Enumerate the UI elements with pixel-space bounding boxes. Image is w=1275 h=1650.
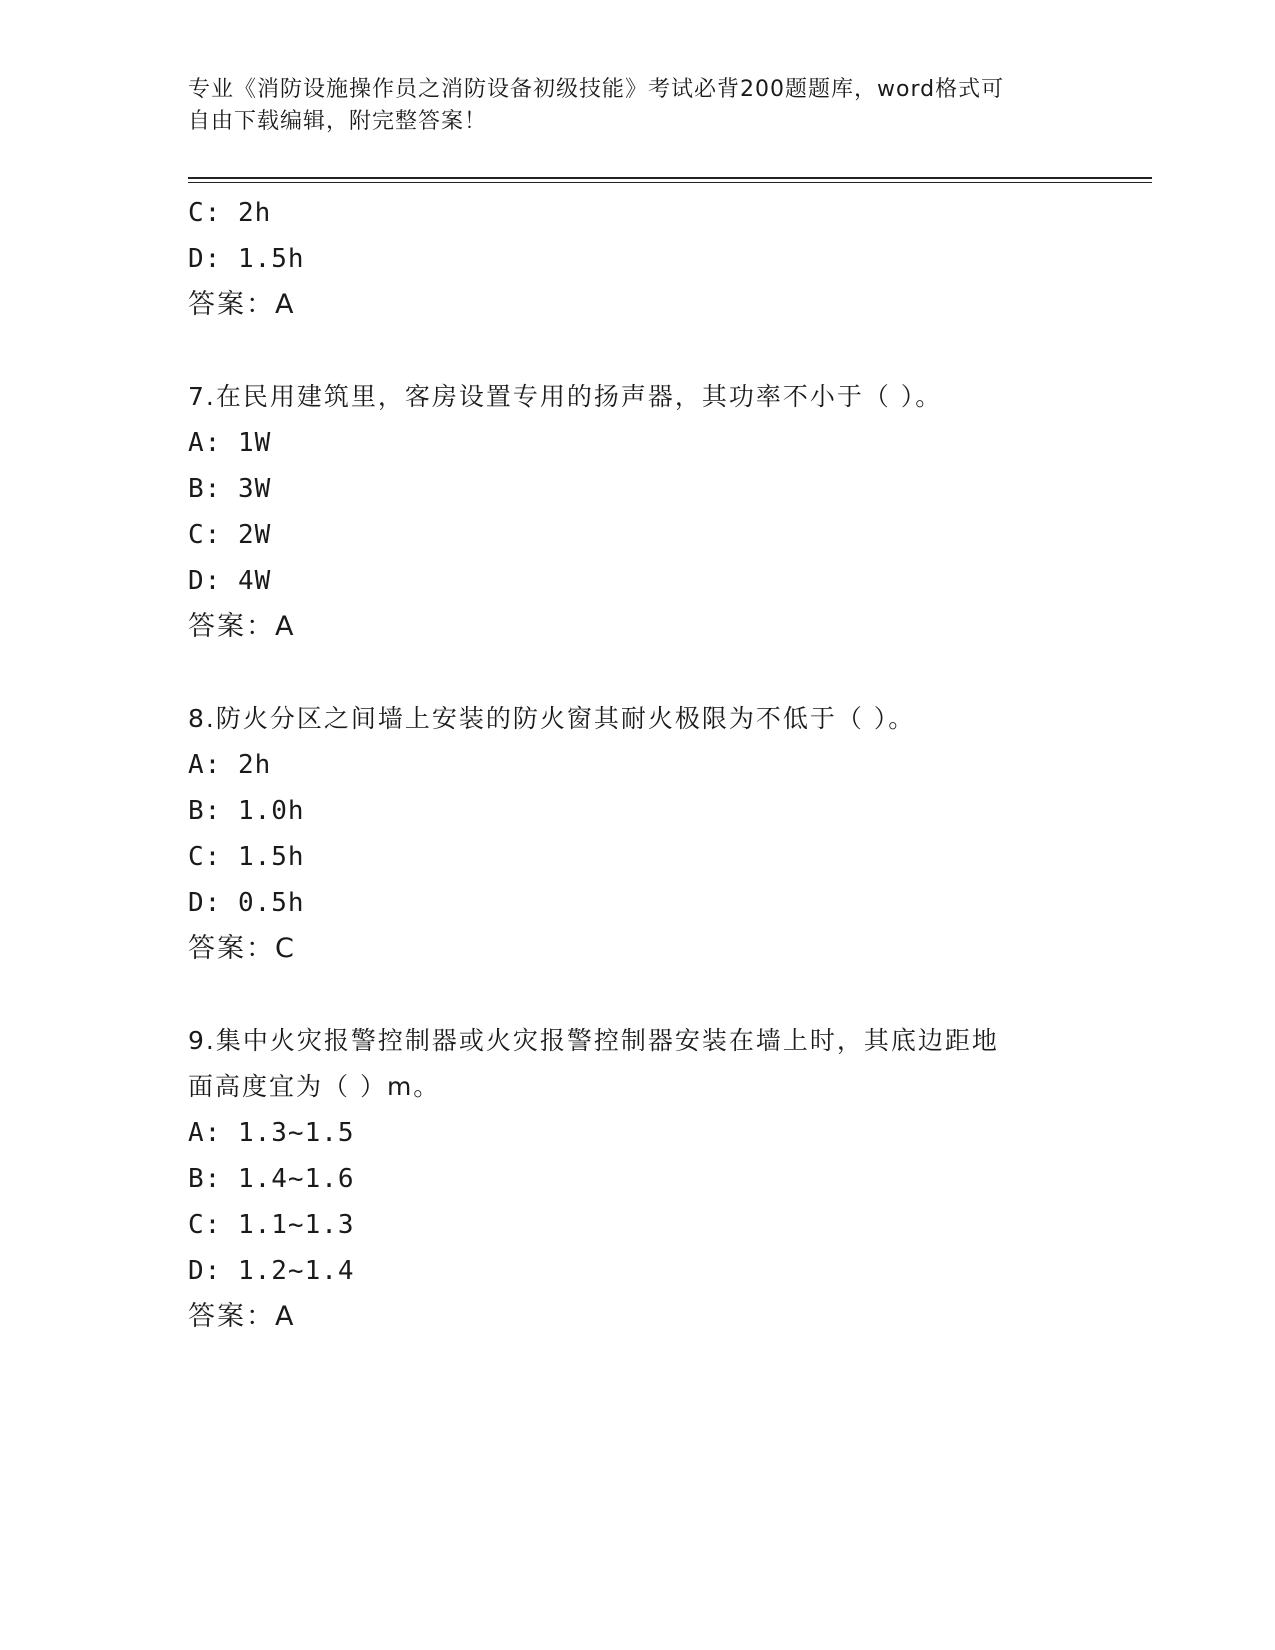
option-c: C: 1.1~1.3 [188,1210,355,1240]
option-b: B: 3W [188,474,272,504]
option-c: C: 2W [188,520,272,550]
answer: 答案：A [188,1301,296,1332]
question-text-cont: 面高度宜为（ ）m。 [188,1072,441,1101]
question-6-tail [188,190,1152,328]
answer: 答案：A [188,611,296,642]
option-d: D: 4W [188,566,272,596]
document-header [188,74,1068,138]
spacer [188,650,1152,696]
answer: 答案：C [188,933,296,964]
spacer [188,972,1152,1018]
option-b: B: 1.4~1.6 [188,1164,355,1194]
option-b: B: 1.0h [188,796,305,826]
option-a: A: 2h [188,750,272,780]
option-d: D: 0.5h [188,888,305,918]
header-divider [188,177,1152,179]
question-9 [188,1018,1152,1340]
option-d: D: 1.2~1.4 [188,1256,355,1286]
option-a: A: 1W [188,428,272,458]
question-8 [188,696,1152,972]
header-line-1: 专业《消防设施操作员之消防设备初级技能》考试必背200题题库，word格式可 [188,77,1005,102]
option-c: C: 1.5h [188,842,305,872]
option-c: C: 2h [188,198,272,228]
spacer [188,328,1152,374]
question-text: 9.集中火灾报警控制器或火灾报警控制器安装在墙上时，其底边距地 [188,1026,999,1055]
header-divider-thin [188,182,1152,183]
option-a: A: 1.3~1.5 [188,1118,355,1148]
option-d: D: 1.5h [188,244,305,274]
question-text: 7.在民用建筑里，客房设置专用的扬声器，其功率不小于（ ）。 [188,382,943,411]
header-line-2: 自由下载编辑，附完整答案！ [188,109,488,134]
question-list [188,190,1152,1340]
answer: 答案：A [188,289,296,320]
question-7 [188,374,1152,650]
question-text: 8.防火分区之间墙上安装的防火窗其耐火极限为不低于（ ）。 [188,704,916,733]
